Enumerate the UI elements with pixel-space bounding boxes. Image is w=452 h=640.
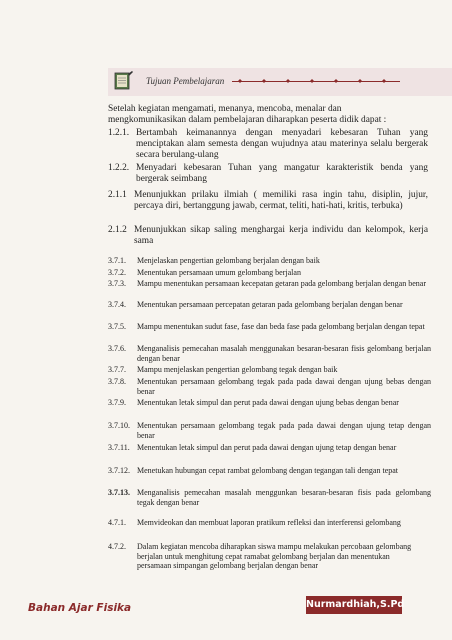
list-item: Menentukan persamaan gelombang tegak pada pada dawai dengan ujung bebas dengan benar bbox=[137, 377, 431, 396]
list-item: Menentukan letak simpul dan perut pada dawai dengan ujung tetap dengan benar bbox=[137, 443, 397, 452]
list-item: Menjelaskan pengertian gelombang berjalan dengan baik bbox=[137, 256, 320, 265]
list-item: Menentukan letak simpul dan perut pada dawai dengan ujung bebas dengan benar bbox=[137, 398, 399, 407]
list-item bbox=[136, 128, 428, 162]
list-item bbox=[134, 190, 428, 212]
list-item: Mampu menjelaskan pengertian gelombang tegak dengan baik bbox=[137, 365, 338, 374]
item-number: 3.7.13. bbox=[108, 488, 130, 497]
item-number: 2.1.1 bbox=[108, 190, 127, 200]
item-number: 3.7.7. bbox=[108, 365, 126, 374]
item-text: Menyadari kebesaran Tuhan yang mangatur karakteristik benda yang bergerak seimbang bbox=[136, 163, 428, 185]
item-number: 4.7.2. bbox=[108, 542, 126, 551]
item-number: 2.1.2 bbox=[108, 225, 127, 235]
list-item: Menetukan hubungan cepat rambat gelombang dengan tegangan tali dengan tepat bbox=[137, 466, 399, 475]
list-item: Memvideokan dan membuat laporan pratikum refleksi dan interferensi gelombang bbox=[137, 518, 401, 527]
list-item: Mampu menentukan persamaan kecepatan getaran pada gelombang berjalan dengan benar bbox=[137, 279, 426, 288]
banner-ornament bbox=[232, 76, 400, 86]
item-number: 3.7.11. bbox=[108, 443, 130, 452]
item-number: 3.7.3. bbox=[108, 279, 126, 288]
intro-paragraph: Setelah kegiatan mengamati, menanya, mencoba, menalar dan mengkomunikasikan dalam pembelajaran diharapkan peserta didik dapat : bbox=[108, 104, 387, 126]
list-item: Menentukan persamaan percepatan getaran pada gelombang berjalan dengan benar bbox=[137, 300, 403, 309]
item-text: Bertambah keimanannya dengan menyadari kebesaran Tuhan yang menciptakan alam semesta dengan wujudnya atau materinya selalu bergerak secara berulang-ulang bbox=[136, 128, 428, 161]
item-number: 1.2.2. bbox=[108, 163, 130, 173]
item-number: 3.7.8. bbox=[108, 377, 126, 386]
list-item: Dalam kegiatan mencoba diharapkan siswa mampu melakukan percobaan gelombang berjalan untuk menghitung cepat ramabat gelombang berjalan dan menentukan persamaan simpangan gelombang berjalan dengan benar bbox=[137, 542, 412, 571]
list-item: Mampu menentukan sudut fase, fase dan beda fase pada gelombang berjalan dengan tepat bbox=[137, 322, 425, 331]
item-number: 3.7.6. bbox=[108, 344, 126, 353]
item-number: 1.2.1. bbox=[108, 128, 130, 138]
footer-book-title: Bahan Ajar Fisika bbox=[28, 602, 132, 614]
item-number: 3.7.4. bbox=[108, 300, 126, 309]
footer-author-badge: Nurmardhiah,S.Pd bbox=[306, 596, 402, 614]
item-number: 3.7.1. bbox=[108, 256, 126, 265]
item-number: 4.7.1. bbox=[108, 518, 126, 527]
item-text: Menunjukkan sikap saling menghargai kerja individu dan kelompok, kerja sama bbox=[134, 225, 428, 247]
section-title: Tujuan Pembelajaran bbox=[146, 76, 225, 86]
list-item: Menentukan persamaan umum gelombang berjalan bbox=[137, 268, 301, 277]
list-item: Menganalisis pemecahan masalah menggunkan besaran-besaran fisis pada gelombang tegak dengan benar bbox=[137, 488, 431, 507]
list-item: Menentukan persamaan gelombang tegak pada pada dawai dengan ujung tetap dengan benar bbox=[137, 421, 431, 440]
item-number: 3.7.12. bbox=[108, 466, 130, 475]
item-number: 3.7.5. bbox=[108, 322, 126, 331]
item-number: 3.7.9. bbox=[108, 398, 126, 407]
item-text: Menunjukkan prilaku ilmiah ( memiliki rasa ingin tahu, disiplin, jujur, percaya diri, bertanggung jawab, cermat, teliti, hati-hati, kritis, terbuka) bbox=[134, 190, 428, 212]
item-number: 3.7.10. bbox=[108, 421, 130, 430]
notebook-icon bbox=[112, 70, 134, 92]
list-item: Menganalisis pemecahan masalah menggunakan besaran-besaran fisis gelombang berjalan dengan benar bbox=[137, 344, 431, 363]
list-item bbox=[134, 225, 428, 247]
list-item bbox=[136, 163, 428, 185]
item-number: 3.7.2. bbox=[108, 268, 126, 277]
